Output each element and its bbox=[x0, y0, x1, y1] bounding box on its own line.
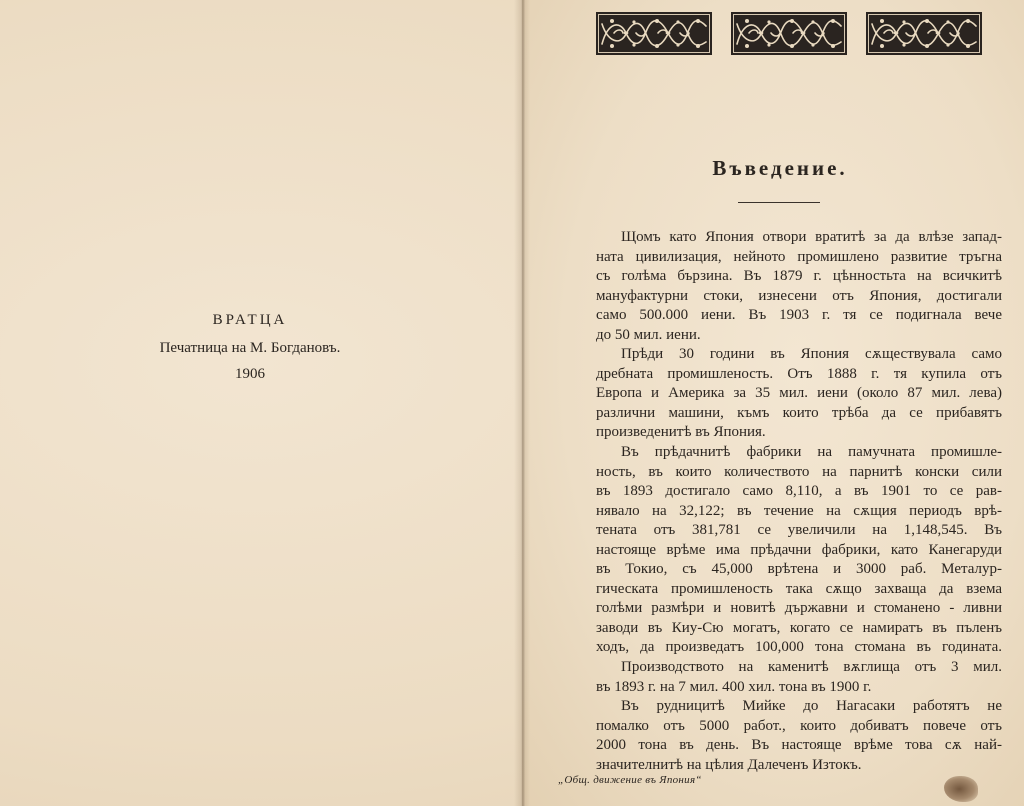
text-line: нявало на 32,122; въ течение на сѫщия периодъ врѣ- bbox=[596, 502, 1002, 519]
body-text bbox=[596, 228, 1002, 775]
paragraph bbox=[596, 228, 1002, 345]
imprint-year: 1906 bbox=[235, 366, 265, 382]
text-line: само 500.000 иени. Въ 1903 г. тя се подигнала вече bbox=[596, 307, 1002, 324]
text-line: въ 1893 г. на 7 мил. 400 хил. тона въ 1900 г. bbox=[596, 678, 872, 695]
source-note: „Общ. движение въ Япония“ bbox=[558, 774, 702, 786]
page-fold bbox=[514, 0, 530, 806]
text-line: ность, въ които количеството на парнитѣ конски сили bbox=[596, 463, 1002, 480]
text-line: Щомъ като Япония отвори вратитѣ за да влѣзе запад- bbox=[621, 229, 1002, 245]
text-line: Въ прѣдачнитѣ фабрики на памучната промишле- bbox=[621, 444, 1002, 461]
text-line: Производството на каменитѣ вѫглища отъ 3 мил. bbox=[621, 659, 1002, 676]
text-line: Прѣди 30 години въ Япония сѫществувала само bbox=[621, 346, 1002, 363]
text-line: помалко отъ 5000 работ., които добиватъ повече отъ bbox=[596, 717, 1002, 734]
text-line: настояще врѣме има прѣдачни фабрики, като Канегаруди bbox=[596, 541, 1002, 558]
text-line: заводи въ Киу-Сю могатъ, когато се намиратъ въ пъленъ bbox=[596, 619, 1002, 636]
imprint-city: ВРАТЦА bbox=[212, 312, 288, 328]
imprint-printer: Печатница на М. Богдановъ. bbox=[159, 340, 341, 356]
paragraph bbox=[596, 345, 1002, 443]
chapter-title: Въведение. bbox=[712, 156, 848, 180]
text-line: въ Токио, съ 45,000 врѣтена и 3000 раб. Металур- bbox=[596, 561, 1002, 578]
text-line: произведенитѣ въ Япония. bbox=[596, 424, 766, 441]
text-line: тената отъ 381,781 се увеличили на 1,148,545. Въ bbox=[596, 522, 1002, 539]
text-line: ходъ, да произведатъ 100,000 тона стомана въ годината. bbox=[596, 639, 1002, 656]
text-line: мануфактурни стоки, изнесени отъ Япония, достигали bbox=[596, 287, 1002, 304]
ornament-band bbox=[731, 12, 847, 55]
ornament-band bbox=[596, 12, 712, 55]
paragraph bbox=[596, 443, 1002, 658]
paper-stain bbox=[944, 776, 978, 802]
ornament-band bbox=[866, 12, 982, 55]
paragraph bbox=[596, 697, 1002, 775]
text-line: Въ рудницитѣ Мийке до Нагасаки работятъ не bbox=[621, 698, 1002, 715]
text-line: голѣми размѣри и новитѣ държавни и стоманено - ливни bbox=[596, 600, 1002, 617]
text-line: съ голѣма бързина. Въ 1879 г. цѣнностьта на всичкитѣ bbox=[596, 268, 1002, 285]
text-line: 2000 тона въ день. Въ настояще врѣме това сѫ най- bbox=[596, 737, 1002, 754]
text-line: дребната промишленость. Отъ 1888 г. тя купила отъ bbox=[596, 365, 1002, 382]
text-line: Европа и Америка за 35 мил. иени (около 87 мил. лева) bbox=[596, 385, 1002, 402]
text-line: значителнитѣ на цѣлия Далеченъ Изтокъ. bbox=[596, 756, 862, 773]
paragraph bbox=[596, 658, 1002, 697]
text-line: гическата промишленость така сѫщо захваща да взема bbox=[596, 580, 1002, 597]
text-line: ната цивилизация, нейното промишлено развитие тръгна bbox=[596, 248, 1002, 265]
text-line: различни машини, къмъ които трѣба да се прибавятъ bbox=[596, 404, 1002, 421]
text-line: до 50 мил. иени. bbox=[596, 326, 701, 343]
text-line: въ 1893 достигало само 8,110, а въ 1901 то се рав- bbox=[596, 483, 1002, 500]
title-rule bbox=[738, 202, 820, 203]
